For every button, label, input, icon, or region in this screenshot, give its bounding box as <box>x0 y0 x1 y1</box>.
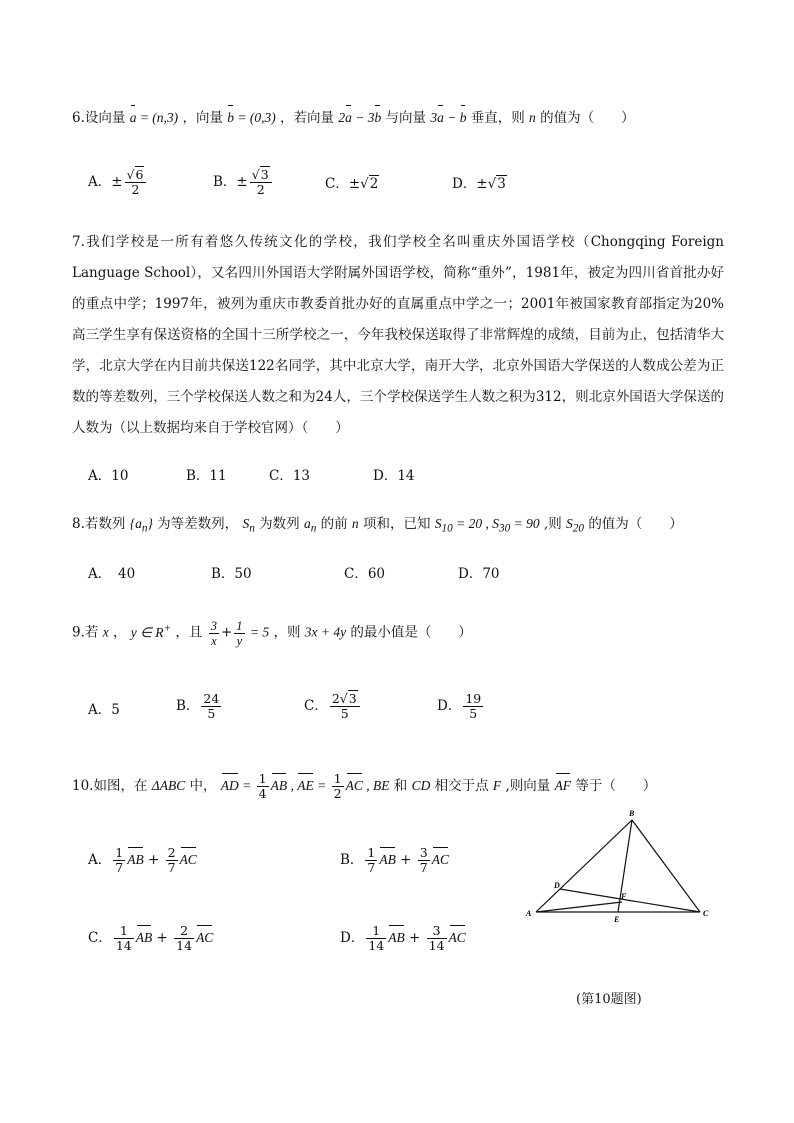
q7-option-b[interactable]: B．11 <box>186 468 227 484</box>
segment-cd <box>560 889 700 912</box>
q8-option-a[interactable]: A． 40 <box>88 566 136 582</box>
q6-option-b[interactable]: B．± $\frac{√3}{2}$ <box>213 168 274 197</box>
figure-caption: (第10题图) <box>576 992 642 1007</box>
label-a: A <box>526 909 532 918</box>
q10-option-a[interactable]: A． $\frac{1}{7}$ AB + $\frac{2}{7}$ AC <box>88 845 197 875</box>
question-8-stem: 8.若数列 $\{a_n\}$ 为等差数列， $S_n$ 为数列 $a_n$ 的前 n 项和，已知 $S_{10} = 20$ , $S_{30} = 90$ ,则 $S_{20}$ 的值为（ ） <box>72 516 683 535</box>
vector-a-def: a = (n,3) <box>130 110 178 125</box>
q7-option-d[interactable]: D．14 <box>373 468 415 484</box>
q9-option-a[interactable]: A．5 <box>88 702 120 718</box>
question-6-stem: 6.设向量 a = (n,3) ，向量 b = (0,3) ，若向量 2a − 3b 与向量 3a − b 垂直，则 n 的值为（ ） <box>72 110 635 126</box>
q9-option-c[interactable]: C． $\frac{2√3}{5}$ <box>304 692 362 721</box>
vector-expr-1: 2a − 3b <box>338 110 381 125</box>
label-f: F <box>621 892 627 901</box>
q6-option-c[interactable]: C．±√2 <box>325 176 379 192</box>
q6-option-d[interactable]: D．±√3 <box>452 176 506 192</box>
q8-option-c[interactable]: C．60 <box>344 566 386 582</box>
label-c: C <box>703 909 709 918</box>
question-7-stem: 7.我们学校是一所有着悠久传统文化的学校，我们学校全名叫重庆外国语学校（Chongqing Foreign Language School），又名四川外国语大学附属外国语学校，简称“重外”，1981年，被定为四川省首批办好的重点中学；1997年，被列为重庆市教委首批办好的直属重点中学之一；2001年被国家教育部指定为20%高三学生享有保送资格的全国十三所学校之一，今年我校保送取得了非常辉煌的成绩，目前为止，包括清华大学，北京大学在内目前共保送122名同学，其中北京大学，南开大学，北京外国语大学保送的人数成公差为正数的等差数列，三个学校保送人数之和为24人，三个学校保送学生人数之积为312，则北京外国语大学保送的人数为（以上数据均来自于学校官网）（ ） <box>72 234 724 436</box>
vector-b-def: b = (0,3) <box>227 110 275 125</box>
q10-option-b[interactable]: B． $\frac{1}{7}$ AB + $\frac{3}{7}$ AC <box>340 845 449 875</box>
q7-option-a[interactable]: A．10 <box>88 468 129 484</box>
segment-bc <box>632 820 700 912</box>
q8-option-b[interactable]: B．50 <box>211 566 252 582</box>
vector-expr-2: 3a − b <box>430 110 466 125</box>
label-b: B <box>629 809 635 818</box>
question-10-stem: 10.如图，在 ΔABC 中， AD = $\frac{1}{4}$ AB , AE = $\frac{1}{2}$ AC , BE 和 CD 相交于点 F ,则向量 AF 等于（ ） <box>72 771 657 801</box>
segment-af <box>536 902 622 912</box>
q6-option-a[interactable]: A．± $\frac{√6}{2}$ <box>88 168 148 197</box>
q9-option-d[interactable]: D． $\frac{19}{5}$ <box>437 691 482 721</box>
triangle-figure <box>520 808 720 928</box>
label-e: E <box>614 915 620 924</box>
q10-option-c[interactable]: C． $\frac{1}{14}$ AB + $\frac{2}{14}$ AC <box>88 923 214 953</box>
q9-option-b[interactable]: B． $\frac{24}{5}$ <box>176 691 220 721</box>
q7-option-c[interactable]: C．13 <box>269 468 311 484</box>
label-d: D <box>554 881 560 890</box>
question-9-stem: 9.若 x ， y ∈ R+ ，且 $\frac{3}{x}$ + $\frac{1}{y}$ = 5 ，则 3x + 4y 的最小值是（ ） <box>72 618 472 648</box>
q8-option-d[interactable]: D．70 <box>458 566 500 582</box>
q10-option-d[interactable]: D． $\frac{1}{14}$ AB + $\frac{3}{14}$ AC <box>340 923 466 953</box>
